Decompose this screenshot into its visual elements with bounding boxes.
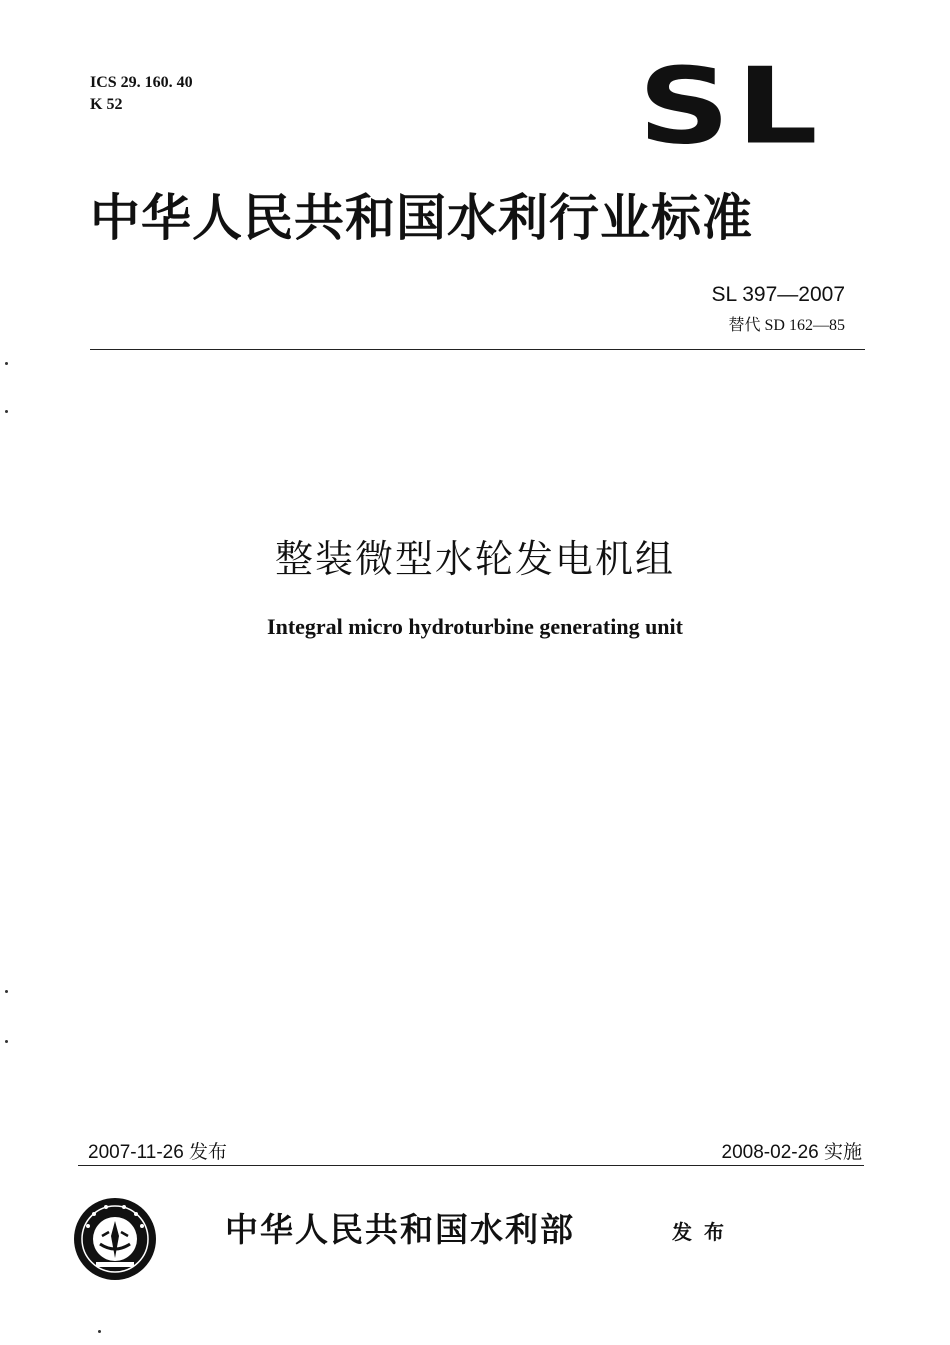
scan-speck (5, 410, 8, 413)
scan-speck (5, 362, 8, 365)
ccs-code: K 52 (90, 96, 123, 113)
standard-category-heading: 中华人民共和国水利行业标准 (90, 188, 753, 247)
document-title-chinese: 整装微型水轮发电机组 (274, 537, 675, 581)
standard-number: SL 397—2007 (711, 283, 845, 306)
ministry-seal-icon (72, 1196, 158, 1282)
scan-speck (5, 990, 8, 993)
bottom-divider (78, 1165, 864, 1166)
top-divider (90, 349, 865, 350)
implementation-date: 2008-02-26 实施 (721, 1142, 862, 1163)
replaces-standard: 替代 SD 162—85 (728, 317, 845, 334)
classification-codes (90, 72, 193, 116)
publisher-name: 中华人民共和国水利部 (225, 1210, 575, 1249)
document-title-english: Integral micro hydroturbine generating unit (267, 614, 683, 639)
publish-label: 发布 (672, 1220, 736, 1244)
scan-speck (5, 1040, 8, 1043)
sl-logo: SL (638, 45, 824, 168)
scan-speck (98, 1330, 101, 1333)
issue-date: 2007-11-26 发布 (88, 1142, 228, 1163)
ics-code: ICS 29. 160. 40 (90, 74, 193, 91)
